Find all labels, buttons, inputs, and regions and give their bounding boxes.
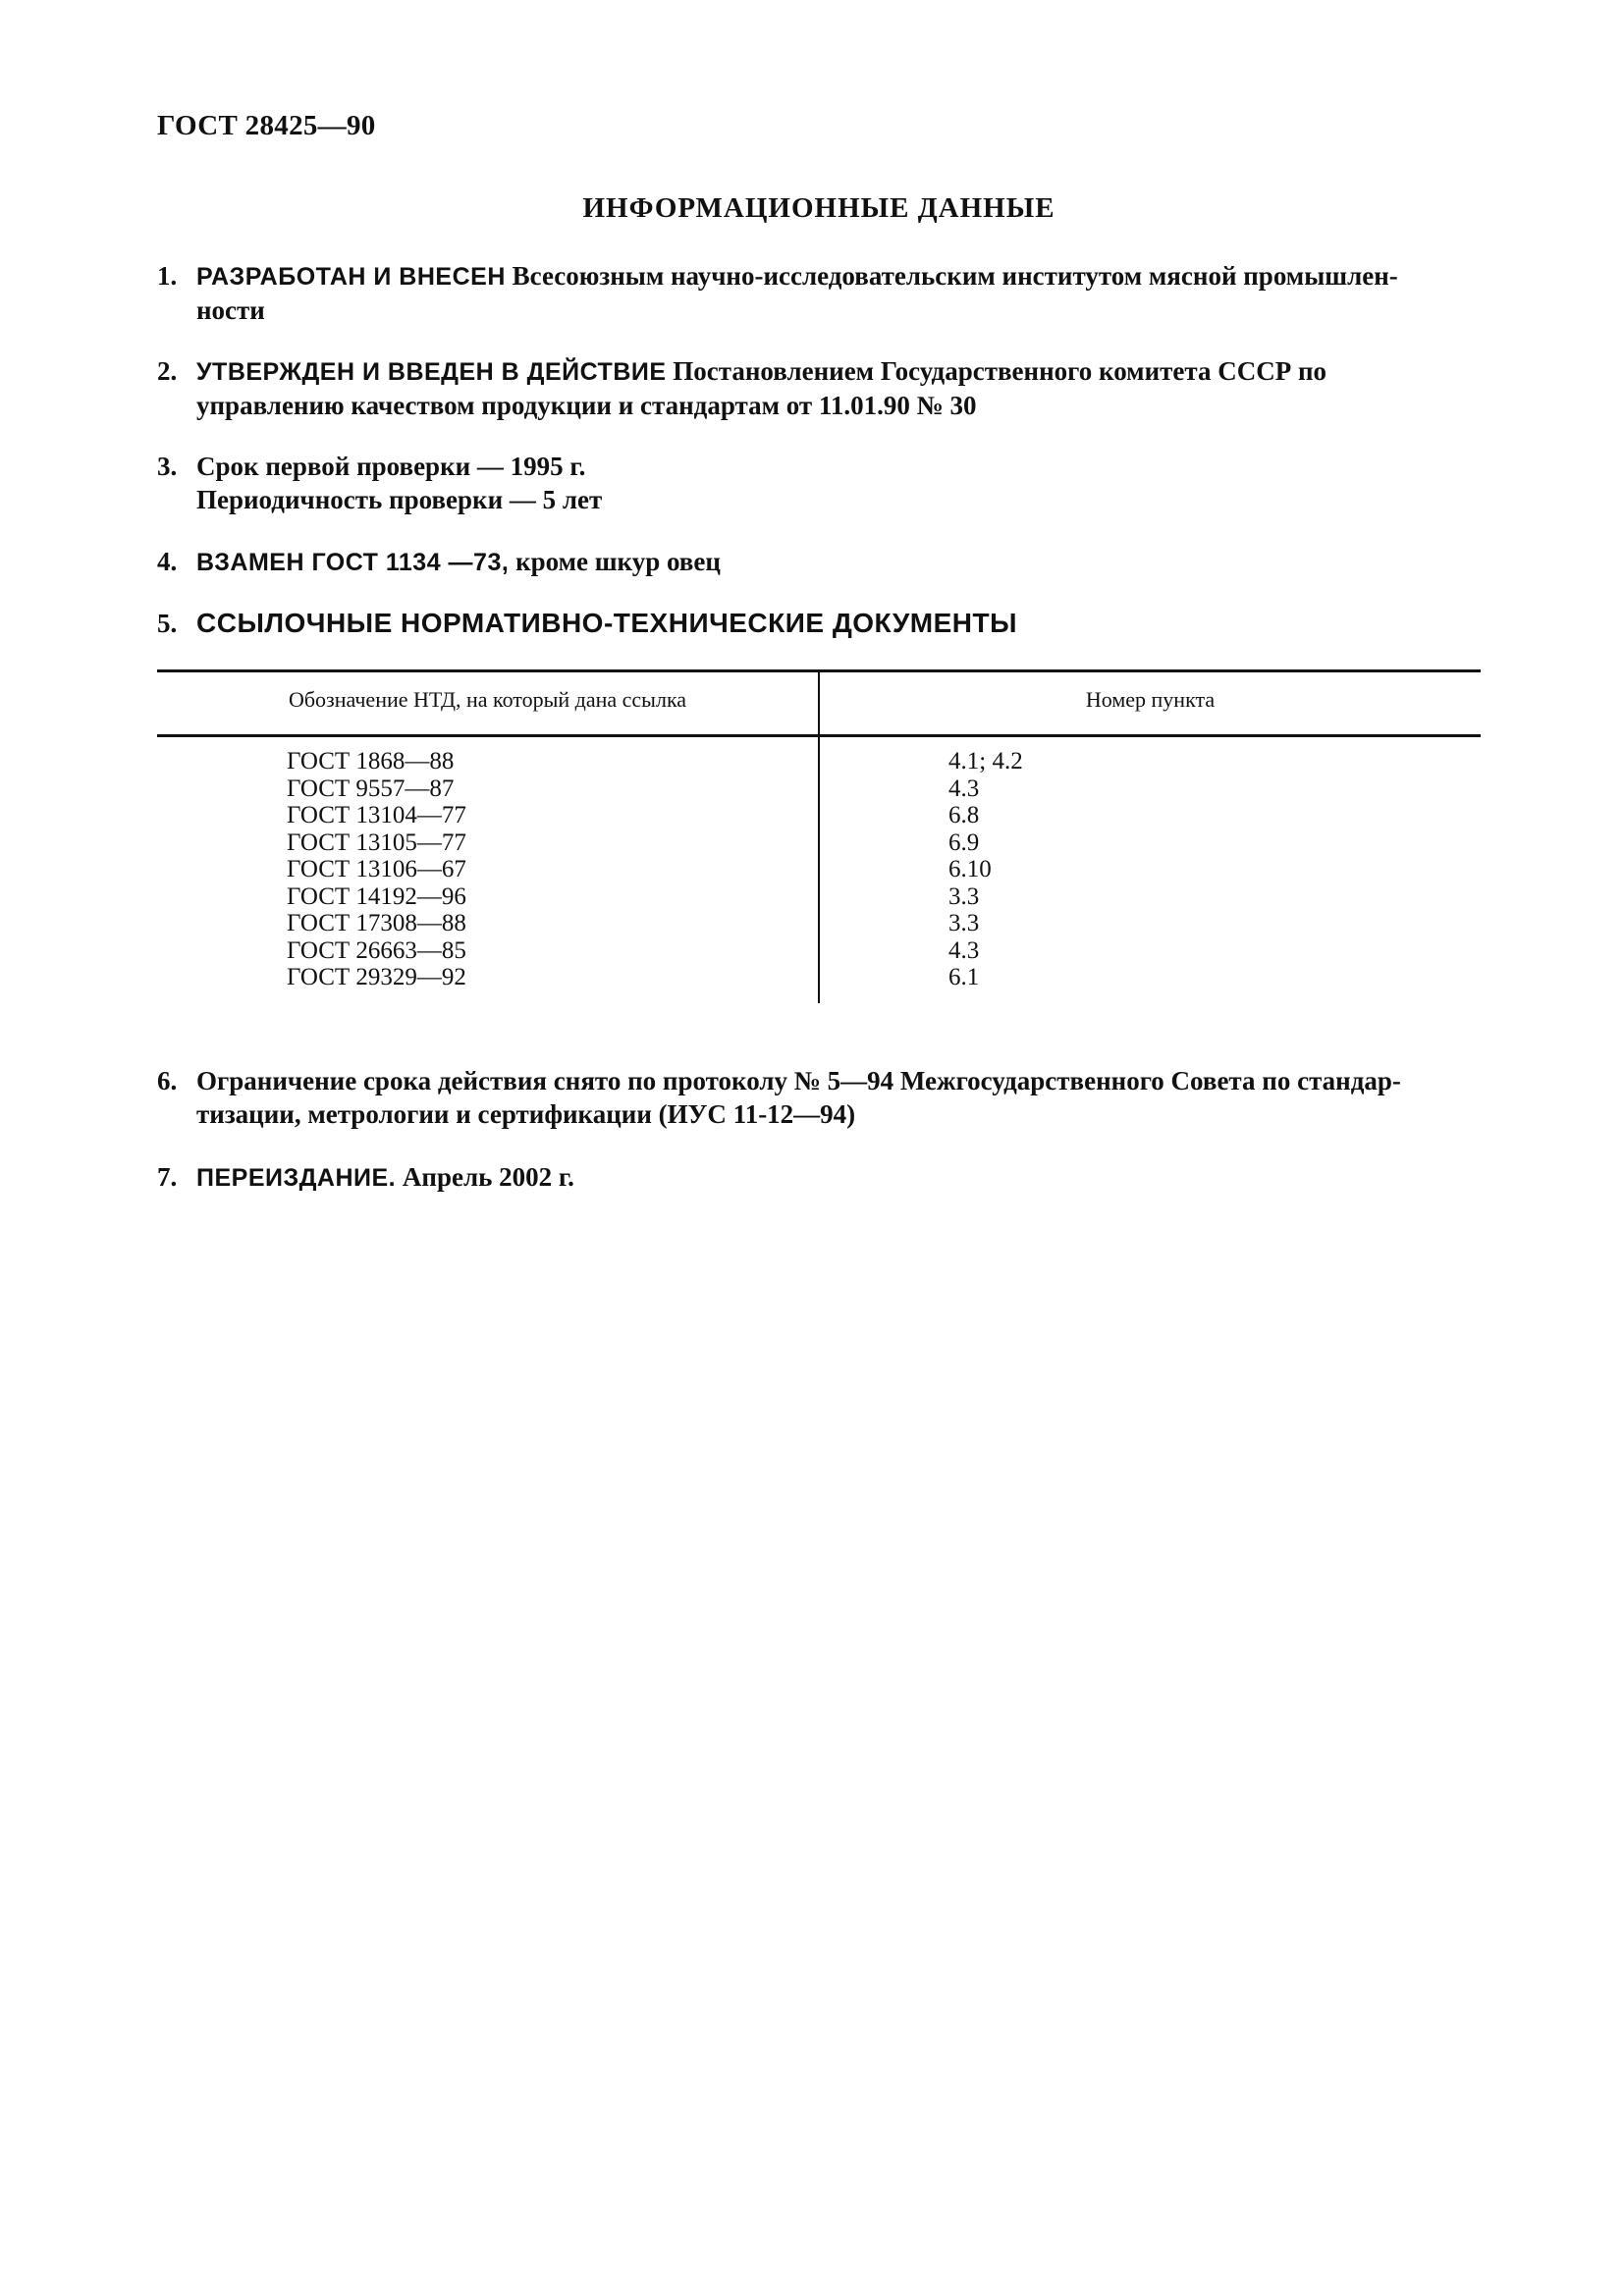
section-number: 3. [157, 452, 178, 481]
section-text: Срок первой проверки — 1995 г. [196, 452, 586, 481]
table-cell-clause: 4.1; 4.2 [948, 748, 1023, 774]
table-cell-document: ГОСТ 14192—96 [287, 882, 466, 910]
section-text-continued: Периодичность проверки — 5 лет [196, 485, 603, 514]
table-column-divider [818, 669, 820, 1003]
table-column-documents [287, 748, 466, 991]
section-text-continued: управлению качеством продукции и стандартам от 11.01.90 № 30 [196, 391, 977, 420]
table-cell-clause: 3.3 [948, 882, 980, 910]
table-cell-document: ГОСТ 13105—77 [287, 828, 466, 856]
section-replaces [157, 545, 1481, 579]
section-validity-removed [157, 1064, 1481, 1131]
table-cell-document: ГОСТ 9557—87 [287, 774, 455, 802]
page-title: ИНФОРМАЦИОННЫЕ ДАННЫЕ [582, 192, 1055, 224]
table-cell-clause: 3.3 [948, 910, 980, 936]
table-column-clauses [948, 748, 1023, 991]
table-cell-document: ГОСТ 13104—77 [287, 802, 466, 828]
table-header-document: Обозначение НТД, на который дана ссылка [288, 687, 687, 712]
section-text: Ограничение срока действия снято по протоколу № 5—94 Межгосударственного Совета по стандар- [196, 1066, 1401, 1095]
section-number: 6. [157, 1066, 178, 1095]
table-cell-document: ГОСТ 1868—88 [287, 748, 455, 774]
section-number: 7. [157, 1162, 178, 1192]
section-text: Апрель 2002 г. [402, 1162, 574, 1192]
table-cell-clause: 6.10 [948, 856, 992, 882]
section-label: ВЗАМЕН ГОСТ 1134 —73, [196, 549, 510, 576]
section-text: Всесоюзным научно-исследовательским институтом мясной промышлен- [512, 261, 1398, 291]
table-cell-document: ГОСТ 29329—92 [287, 964, 466, 990]
section-label: ПЕРЕИЗДАНИЕ. [196, 1164, 397, 1192]
section-text-continued: ности [196, 295, 265, 325]
section-text-continued: тизации, метрологии и сертификации (ИУС 11-12—94) [196, 1099, 856, 1129]
section-label: РАЗРАБОТАН И ВНЕСЕН [196, 263, 506, 291]
references-table [157, 669, 1481, 1003]
table-cell-clause: 6.9 [948, 828, 980, 856]
section-number: 4. [157, 547, 178, 576]
section-review-term [157, 450, 1481, 516]
section-text: кроме шкур овец [515, 547, 721, 576]
section-developed-by [157, 259, 1481, 327]
section-label: УТВЕРЖДЕН И ВВЕДЕН В ДЕЙСТВИЕ [196, 358, 667, 386]
section-label: ССЫЛОЧНЫЕ НОРМАТИВНО-ТЕХНИЧЕСКИЕ ДОКУМЕНТЫ [196, 608, 1017, 638]
table-cell-document: ГОСТ 17308—88 [287, 910, 466, 936]
section-number: 5. [157, 609, 178, 638]
standard-number: ГОСТ 28425—90 [157, 110, 376, 141]
section-number: 1. [157, 261, 178, 291]
table-cell-clause: 6.8 [948, 802, 980, 828]
table-cell-clause: 6.1 [948, 964, 980, 990]
section-approved [157, 354, 1481, 422]
table-cell-clause: 4.3 [948, 774, 980, 802]
table-cell-document: ГОСТ 13106—67 [287, 856, 466, 882]
section-references [157, 607, 1481, 640]
section-number: 2. [157, 356, 178, 386]
table-cell-clause: 4.3 [948, 936, 980, 964]
table-header-clause: Номер пункта [1085, 687, 1216, 712]
section-text: Постановлением Государственного комитета СССР по [673, 356, 1327, 386]
section-reissue [157, 1160, 1481, 1195]
table-cell-document: ГОСТ 26663—85 [287, 936, 466, 964]
